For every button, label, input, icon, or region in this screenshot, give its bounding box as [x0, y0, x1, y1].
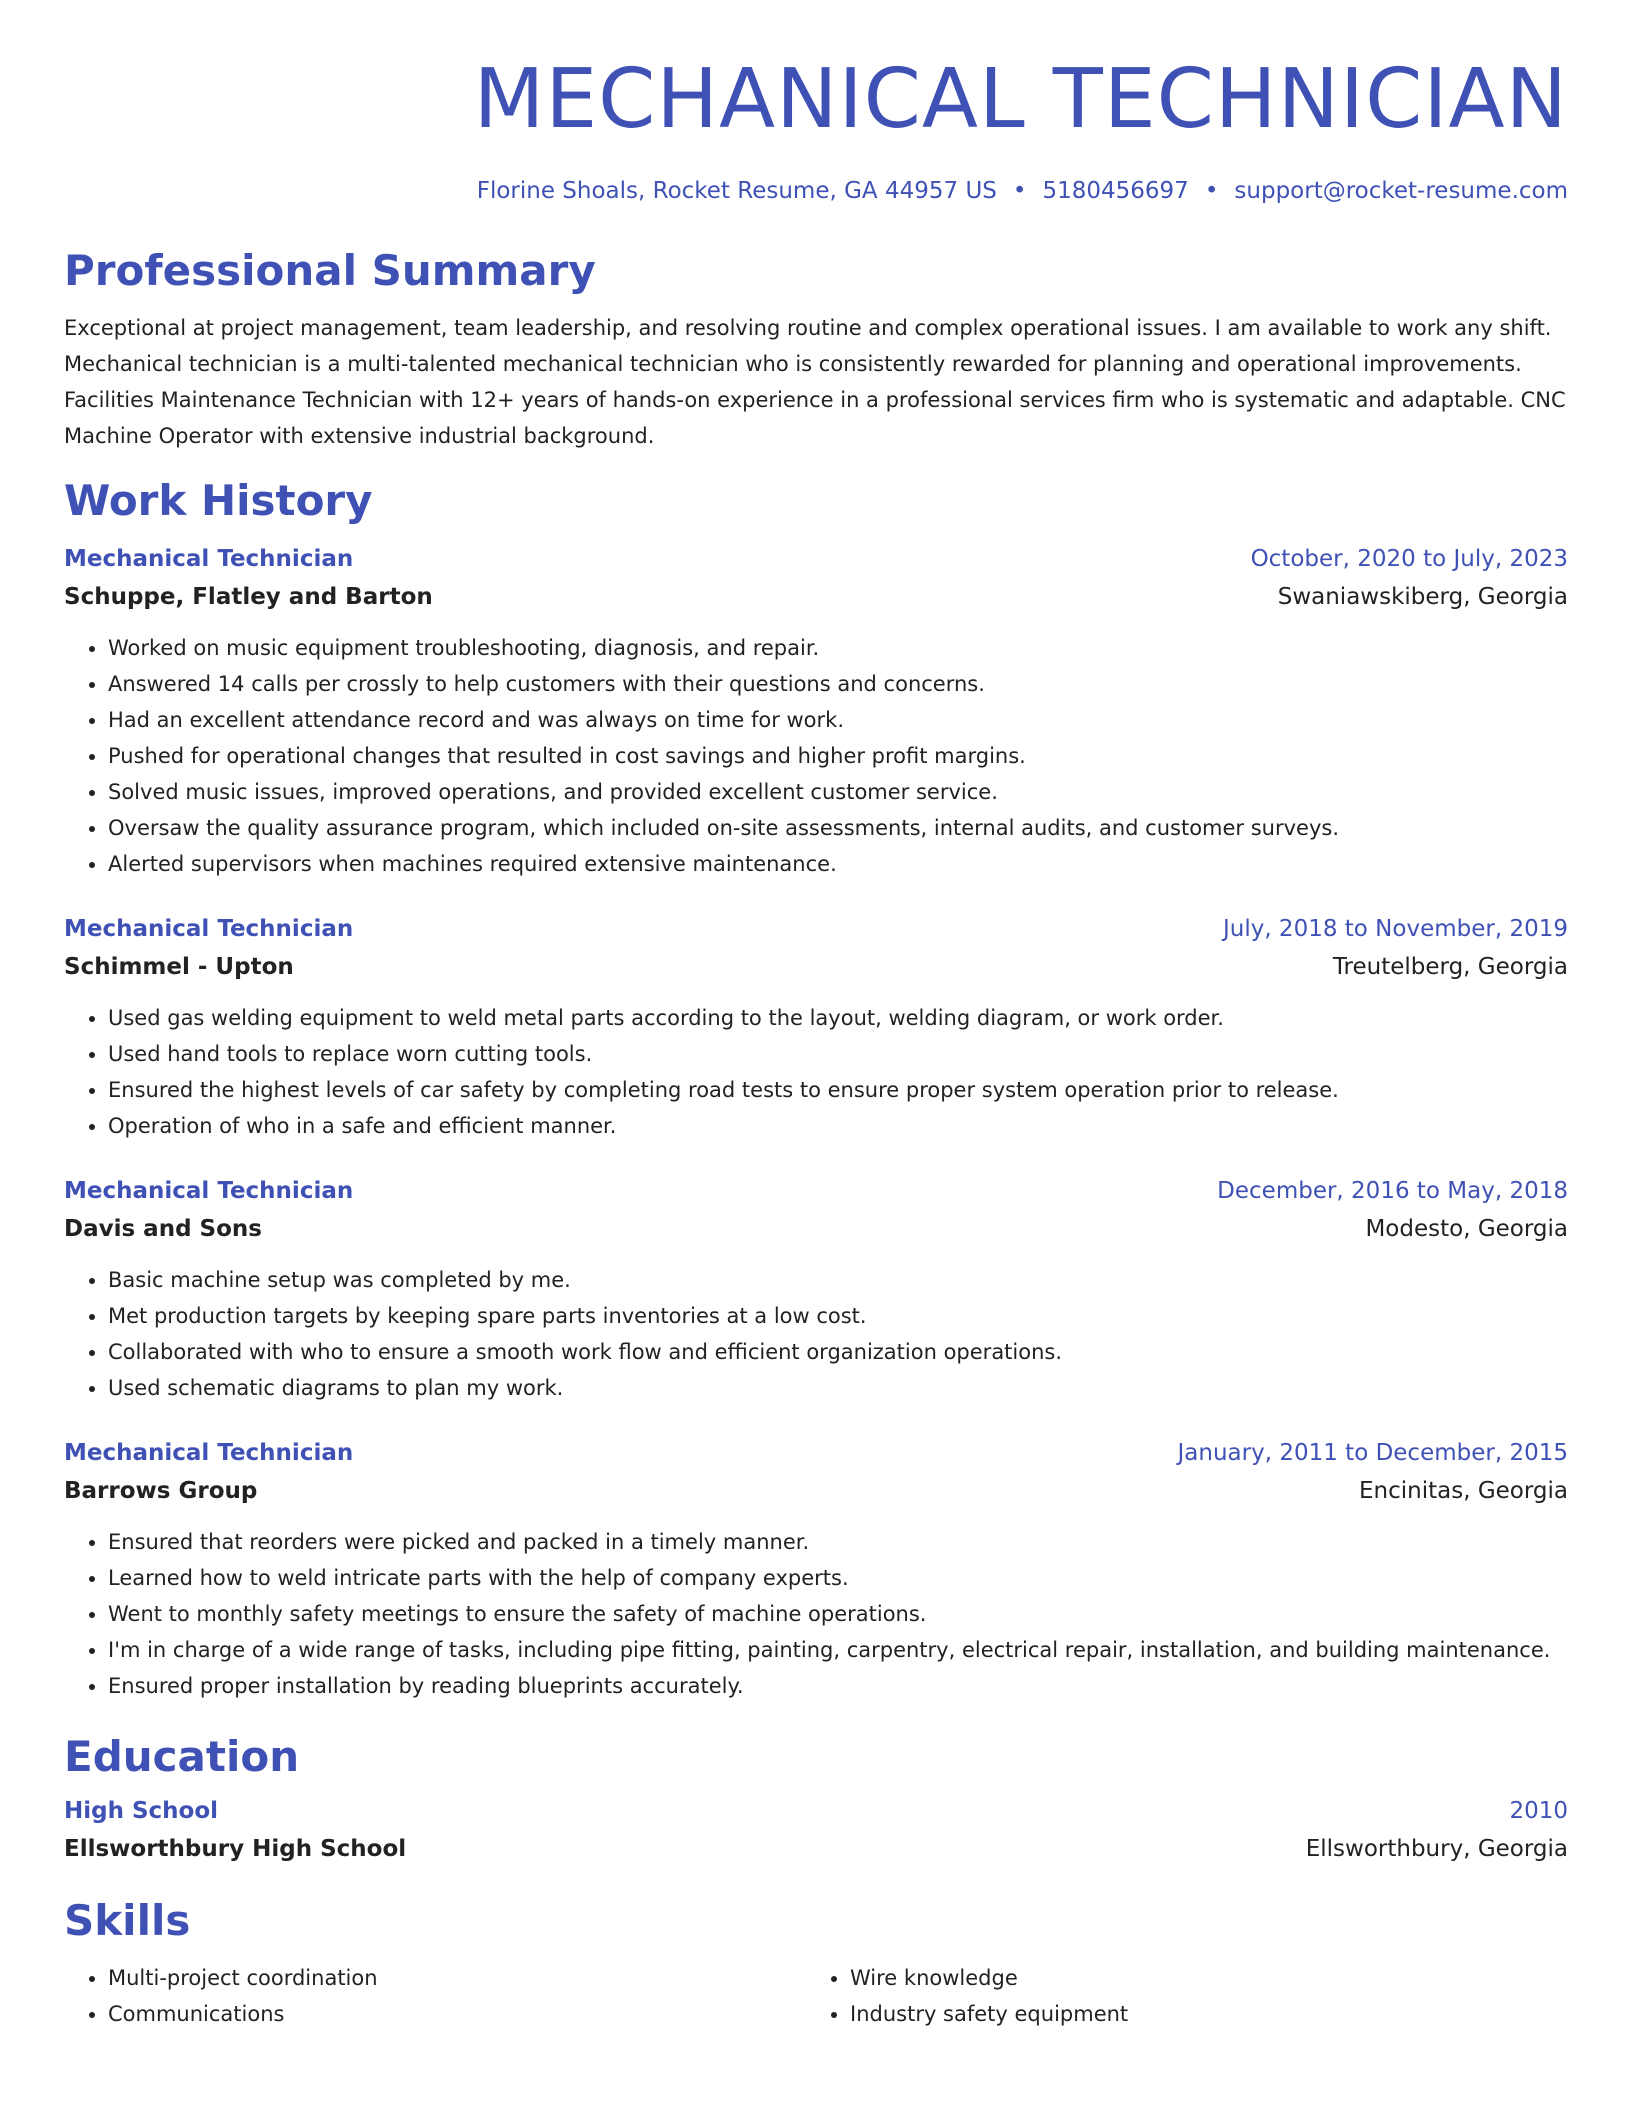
job-title: Mechanical Technician [64, 1440, 354, 1466]
job-employer-row [64, 578, 1568, 616]
skills-column-right [806, 1960, 1548, 2032]
resume-page [64, 0, 1568, 2032]
job-bullet: • Ensured that reorders were picked and packed in a timely manner. [108, 1524, 1568, 1560]
skill-item: • Industry safety equipment [850, 1996, 1548, 2032]
job-bullet: • Used schematic diagrams to plan my work. [108, 1370, 1568, 1406]
job-bullet: • Met production targets by keeping spare parts inventories at a low cost. [108, 1298, 1568, 1334]
job-dates: January, 2011 to December, 2015 [1177, 1440, 1568, 1466]
job-bullet: • Oversaw the quality assurance program, which included on-site assessments, internal audits, and customer surveys. [108, 810, 1568, 846]
contact-line [64, 176, 1568, 206]
job-bullets [64, 1524, 1568, 1704]
contact-separator: • [1012, 178, 1027, 204]
job-bullet: • Had an excellent attendance record and was always on time for work. [108, 702, 1568, 738]
job-employer: Schimmel - Upton [64, 954, 294, 980]
job-bullets [64, 1000, 1568, 1144]
job-header-row [64, 910, 1568, 948]
job-header-row [64, 1434, 1568, 1472]
job-title: Mechanical Technician [64, 1178, 354, 1204]
skill-item: • Communications [108, 1996, 806, 2032]
job-dates: December, 2016 to May, 2018 [1217, 1178, 1568, 1204]
job-bullet: • I'm in charge of a wide range of tasks, including pipe fitting, painting, carpentry, electrical repair, installation, and building maintenance. [108, 1632, 1568, 1668]
skill-item: • Multi-project coordination [108, 1960, 806, 1996]
education-header-row [64, 1792, 1568, 1830]
education-heading: Education [64, 1732, 300, 1781]
job-employer-row [64, 948, 1568, 986]
job-employer: Davis and Sons [64, 1216, 262, 1242]
education-school: Ellsworthbury High School [64, 1836, 407, 1862]
job-bullet: • Used hand tools to replace worn cutting tools. [108, 1036, 1568, 1072]
job-entry [64, 910, 1568, 1144]
job-dates: July, 2018 to November, 2019 [1222, 916, 1568, 942]
job-employer: Schuppe, Flatley and Barton [64, 584, 433, 610]
education-degree: High School [64, 1798, 219, 1824]
job-employer-row [64, 1472, 1568, 1510]
contact-separator: • [1204, 178, 1219, 204]
work-history-heading: Work History [64, 476, 373, 525]
job-employer: Barrows Group [64, 1478, 258, 1504]
education-school-row [64, 1830, 1568, 1868]
job-bullet: • Collaborated with who to ensure a smooth work flow and efficient organization operations. [108, 1334, 1568, 1370]
job-title: Mechanical Technician [64, 916, 354, 942]
job-dates: October, 2020 to July, 2023 [1250, 546, 1568, 572]
job-bullet: • Solved music issues, improved operations, and provided excellent customer service. [108, 774, 1568, 810]
job-bullet: • Alerted supervisors when machines required extensive maintenance. [108, 846, 1568, 882]
resume-title: MECHANICAL TECHNICIAN [473, 52, 1568, 147]
job-bullet: • Learned how to weld intricate parts with the help of company experts. [108, 1560, 1568, 1596]
education-location: Ellsworthbury, Georgia [1305, 1836, 1568, 1862]
job-bullet: • Ensured proper installation by reading blueprints accurately. [108, 1668, 1568, 1704]
job-location: Modesto, Georgia [1365, 1216, 1568, 1242]
contact-address: Florine Shoals, Rocket Resume, GA 44957 US [476, 178, 997, 204]
job-bullet: • Ensured the highest levels of car safety by completing road tests to ensure proper system operation prior to release. [108, 1072, 1568, 1108]
job-employer-row [64, 1210, 1568, 1248]
skills-heading: Skills [64, 1896, 191, 1945]
job-bullet: • Operation of who in a safe and efficient manner. [108, 1108, 1568, 1144]
education-year: 2010 [1509, 1798, 1568, 1824]
skills-list [64, 1960, 1568, 2032]
job-bullet: • Basic machine setup was completed by me. [108, 1262, 1568, 1298]
skills-column-left [64, 1960, 806, 2032]
job-title: Mechanical Technician [64, 546, 354, 572]
job-entry [64, 1434, 1568, 1704]
summary-heading: Professional Summary [64, 246, 596, 295]
job-header-row [64, 1172, 1568, 1210]
job-location: Encinitas, Georgia [1358, 1478, 1568, 1504]
job-bullet: • Went to monthly safety meetings to ensure the safety of machine operations. [108, 1596, 1568, 1632]
job-location: Treutelberg, Georgia [1332, 954, 1568, 980]
job-bullet: • Worked on music equipment troubleshooting, diagnosis, and repair. [108, 630, 1568, 666]
job-bullet: • Pushed for operational changes that resulted in cost savings and higher profit margins. [108, 738, 1568, 774]
contact-email[interactable]: support@rocket-resume.com [1234, 178, 1568, 204]
skill-item: • Wire knowledge [850, 1960, 1548, 1996]
job-location: Swaniawskiberg, Georgia [1277, 584, 1568, 610]
job-bullet: • Answered 14 calls per crossly to help customers with their questions and concerns. [108, 666, 1568, 702]
education-entry [64, 1792, 1568, 1868]
job-bullets [64, 630, 1568, 882]
job-bullets [64, 1262, 1568, 1406]
summary-text: Exceptional at project management, team leadership, and resolving routine and complex operational issues. I am available to work any shift. Mechanical technician is a multi-talented mechanical technician who is consistently rewarded for planning and operational improvements. Facilities Maintenance Technician with 12+ years of hands-on experience in a professional services firm who is systematic and adaptable. CNC Machine Operator with extensive industrial background. [64, 316, 1566, 448]
job-bullet: • Used gas welding equipment to weld metal parts according to the layout, welding diagram, or work order. [108, 1000, 1568, 1036]
job-entry [64, 1172, 1568, 1406]
job-entry [64, 540, 1568, 882]
job-header-row [64, 540, 1568, 578]
contact-phone: 5180456697 [1042, 178, 1189, 204]
